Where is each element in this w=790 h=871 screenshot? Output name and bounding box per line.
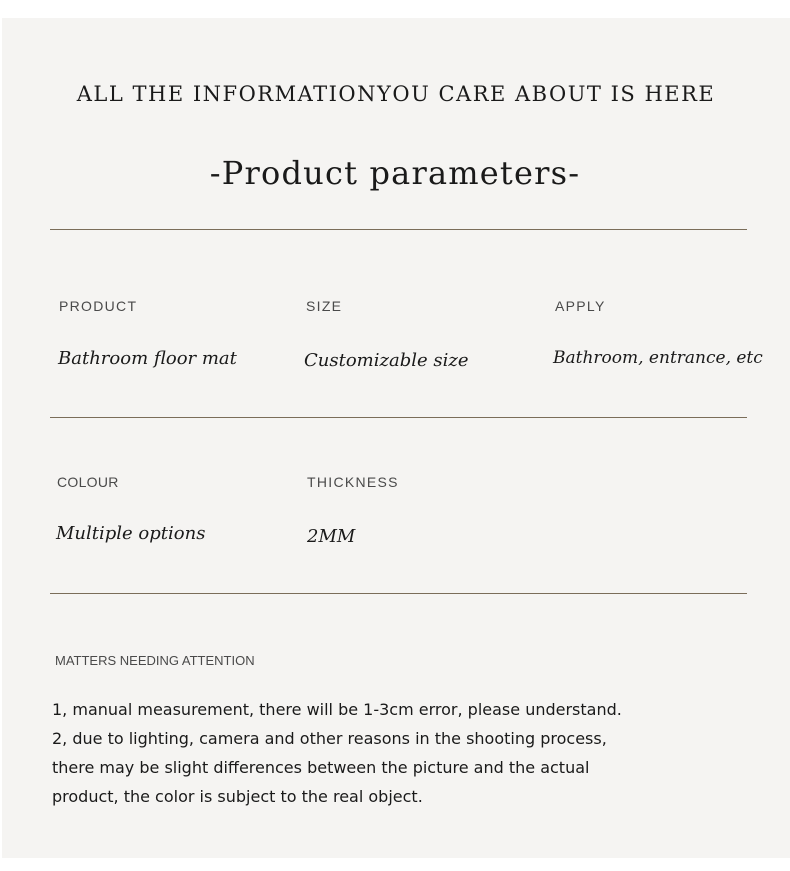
product-label: PRODUCT bbox=[59, 298, 138, 314]
notes-heading: MATTERS NEEDING ATTENTION bbox=[55, 653, 255, 668]
note-line: 1, manual measurement, there will be 1-3cm error, please understand. bbox=[52, 700, 622, 719]
thickness-value: 2MM bbox=[307, 526, 356, 547]
product-value: Bathroom floor mat bbox=[58, 348, 237, 369]
divider-bottom bbox=[50, 593, 747, 594]
apply-label: APPLY bbox=[555, 298, 606, 314]
colour-value: Multiple options bbox=[56, 523, 206, 544]
note-line: 2, due to lighting, camera and other reasons in the shooting process, bbox=[52, 729, 607, 748]
page-title: -Product parameters- bbox=[209, 154, 581, 192]
divider-middle bbox=[50, 417, 747, 418]
note-line: product, the color is subject to the real object. bbox=[52, 787, 423, 806]
size-label: SIZE bbox=[306, 298, 343, 314]
divider-top bbox=[50, 229, 747, 230]
thickness-label: THICKNESS bbox=[307, 474, 399, 490]
size-value: Customizable size bbox=[304, 350, 469, 371]
note-line: there may be slight differences between the picture and the actual bbox=[52, 758, 590, 777]
colour-label: COLOUR bbox=[57, 474, 119, 490]
apply-value: Bathroom, entrance, etc bbox=[553, 348, 763, 368]
tagline: ALL THE INFORMATIONYOU CARE ABOUT IS HERE bbox=[76, 82, 716, 106]
